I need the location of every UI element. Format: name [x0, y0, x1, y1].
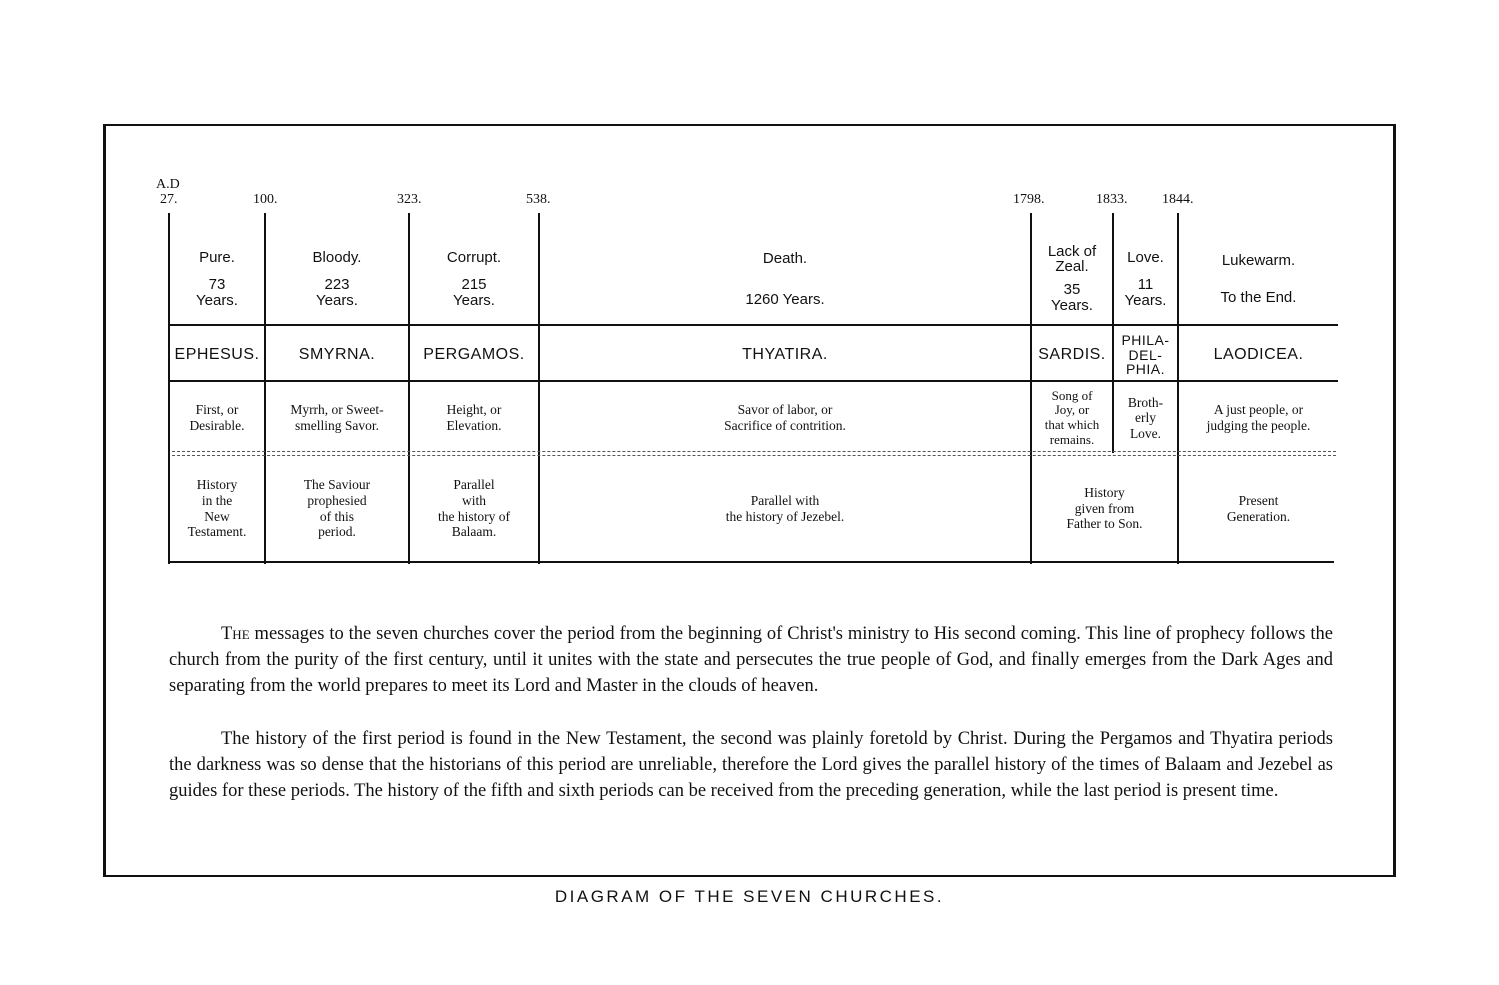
- period-quality: Bloody.: [312, 248, 362, 266]
- paragraph-text: The history of the first period is found in the New Testament, the second was plainly foretold by Christ. During the Pergamos and Thyatira periods the darkness was so dense that the historians of this period are unreliable, therefore the Lord gives the parallel history of the times of Balaam and Jezebel as guides for these periods. The history of the fifth and sixth periods can be received from the preceding generation, while the last period is present time.: [169, 729, 1333, 801]
- meaning-line: Elevation.: [446, 418, 502, 433]
- period-duration-unit: Years.: [316, 291, 358, 309]
- period-duration: To the End.: [1220, 288, 1297, 306]
- meaning-line: Desirable.: [189, 418, 245, 433]
- church-period-sardis: [1032, 233, 1112, 325]
- history-source: [410, 456, 538, 561]
- church-meaning: [266, 383, 408, 453]
- church-name: SARDIS.: [1038, 345, 1106, 363]
- meaning-line: erly: [1135, 410, 1156, 426]
- meaning-line: Height, or: [446, 402, 502, 418]
- church-meaning: [410, 383, 538, 453]
- meaning-line: A just people, or: [1213, 402, 1304, 418]
- era-label: A.D: [156, 177, 180, 192]
- lead-word: The: [221, 624, 250, 644]
- meaning-line: smelling Savor.: [295, 418, 379, 433]
- period-duration: 11: [1137, 275, 1154, 293]
- period-duration-unit: Years.: [1124, 291, 1167, 309]
- church-name: THYATIRA.: [742, 345, 828, 363]
- meaning-line: Song of: [1051, 387, 1093, 403]
- church-name-cell: [266, 328, 408, 382]
- church-period-pergamos: [410, 233, 538, 325]
- period-quality: Love.: [1127, 248, 1164, 266]
- meaning-line: First, or: [195, 402, 239, 418]
- year-marker: 100.: [253, 192, 278, 207]
- history-line: New: [204, 508, 230, 524]
- history-line: prophesied: [307, 492, 367, 508]
- period-quality: Corrupt.: [446, 248, 502, 266]
- church-period-ephesus: [170, 233, 264, 325]
- history-line: Parallel with: [750, 492, 820, 508]
- church-name: PHILA-: [1121, 331, 1170, 348]
- period-duration: 73: [208, 275, 226, 293]
- period-duration-unit: Years.: [1051, 297, 1093, 314]
- diagram-caption: DIAGRAM OF THE SEVEN CHURCHES.: [554, 887, 945, 906]
- period-quality: Lack of Zeal.: [1047, 243, 1097, 276]
- period-duration-unit: Years.: [196, 291, 238, 309]
- history-line: History: [196, 477, 238, 493]
- history-source-shared: [1032, 456, 1177, 561]
- year-marker: 1844.: [1162, 192, 1194, 207]
- meaning-line: Myrrh, or Sweet-: [290, 402, 384, 418]
- table-bottom-rule: [168, 561, 1334, 563]
- church-period-thyatira: [540, 233, 1030, 325]
- history-line: Balaam.: [451, 524, 497, 540]
- period-quality: Death.: [762, 249, 808, 267]
- history-source: [1179, 456, 1338, 561]
- history-line: Parallel: [453, 477, 495, 493]
- church-name-cell: [1114, 328, 1177, 382]
- year-marker: 27.: [160, 192, 178, 207]
- history-source: [170, 456, 264, 561]
- meaning-line: Joy, or: [1054, 402, 1090, 418]
- history-line: with: [461, 492, 486, 508]
- period-duration-unit: Years.: [453, 291, 495, 309]
- history-line: the history of: [438, 508, 510, 524]
- church-name: PHIA.: [1125, 361, 1166, 378]
- history-line: Testament.: [187, 524, 247, 540]
- church-meaning: [1179, 383, 1338, 453]
- meaning-line: remains.: [1049, 431, 1095, 447]
- history-source: [540, 456, 1030, 561]
- period-duration: 215: [461, 275, 487, 293]
- year-marker: 1798.: [1013, 192, 1045, 207]
- period-quality: Lukewarm.: [1221, 251, 1296, 269]
- churches-table: [168, 213, 1338, 564]
- church-name: SMYRNA.: [298, 345, 376, 363]
- history-line: the history of Jezebel.: [725, 508, 845, 524]
- church-period-laodicea: [1179, 233, 1338, 325]
- church-name-cell: [540, 328, 1030, 382]
- church-name-cell: [1179, 328, 1338, 382]
- period-duration: 223: [324, 275, 350, 293]
- church-period-philadelphia: [1114, 233, 1177, 325]
- history-line: The Saviour: [303, 477, 371, 493]
- church-name: PERGAMOS.: [423, 345, 525, 363]
- church-name: DEL-: [1128, 346, 1163, 363]
- history-line: History: [1084, 485, 1125, 501]
- period-duration: 1260 Years.: [745, 290, 825, 308]
- meaning-line: Broth-: [1127, 394, 1164, 410]
- history-line: Present: [1238, 492, 1279, 508]
- church-meaning: [1114, 383, 1177, 453]
- history-line: of this: [319, 508, 355, 524]
- church-name-cell: [410, 328, 538, 382]
- meaning-line: Savor of labor, or: [737, 402, 833, 418]
- history-line: Father to Son.: [1066, 516, 1143, 532]
- history-line: in the: [201, 492, 233, 508]
- church-meaning: [170, 383, 264, 453]
- church-name: EPHESUS.: [174, 345, 260, 363]
- period-quality: Pure.: [199, 248, 235, 266]
- church-period-smyrna: [266, 233, 408, 325]
- meaning-line: judging the people.: [1206, 418, 1311, 433]
- paragraph-text: messages to the seven churches cover the period from the beginning of Christ's ministry to His second coming. This line of prophecy follows the church from the purity of the first century, until it unites with the state and persecutes the true people of God, and finally emerges from the Dark Ages and separating from the world prepares to meet its Lord and Master in the clouds of heaven.: [169, 624, 1333, 696]
- church-name-cell: [170, 328, 264, 382]
- meaning-line: that which: [1044, 417, 1100, 432]
- church-meaning: [540, 383, 1030, 453]
- year-marker: 538.: [526, 192, 551, 207]
- church-name: LAODICEA.: [1213, 345, 1304, 363]
- history-line: Generation.: [1226, 508, 1291, 524]
- explanation-paragraph: [169, 621, 1333, 699]
- meaning-line: Sacrifice of contrition.: [724, 418, 846, 433]
- history-line: given from: [1074, 500, 1135, 516]
- year-marker: 323.: [397, 192, 422, 207]
- year-marker: 1833.: [1096, 192, 1128, 207]
- history-source: [266, 456, 408, 561]
- history-line: period.: [318, 524, 356, 540]
- church-name-cell: [1032, 328, 1112, 382]
- period-duration: 35: [1063, 281, 1081, 299]
- meaning-line: Love.: [1129, 425, 1162, 441]
- explanation-paragraph: [169, 726, 1333, 804]
- church-meaning: [1032, 383, 1112, 453]
